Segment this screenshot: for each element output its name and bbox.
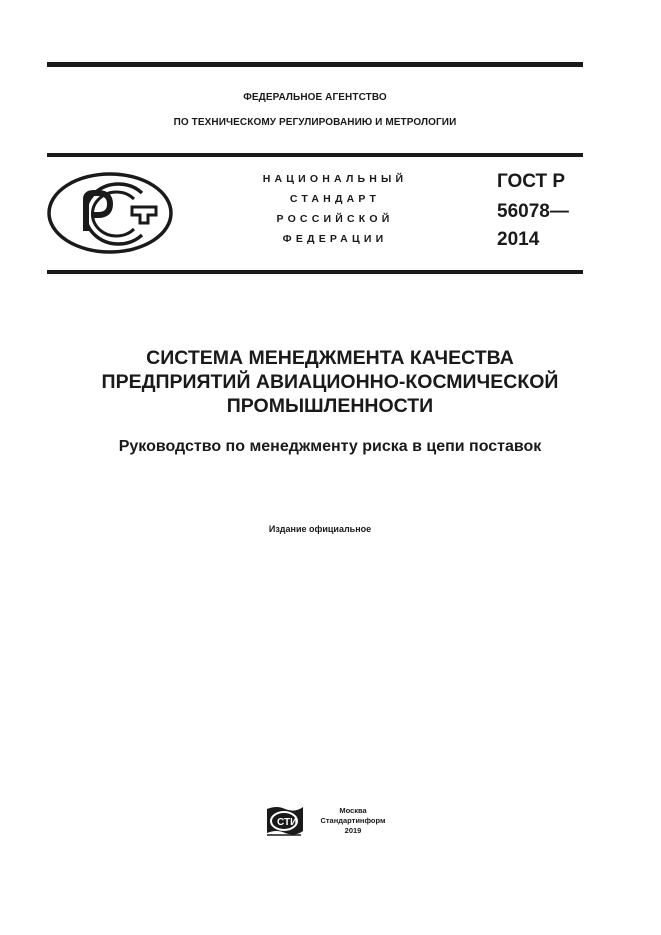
edition-label: Издание официальное: [268, 524, 372, 534]
publication-year: 2019: [344, 826, 362, 835]
document-title-line-1: СИСТЕМА МЕНЕДЖМЕНТА КАЧЕСТВА: [146, 347, 514, 369]
document-title-line-2: ПРЕДПРИЯТИЙ АВИАЦИОННО-КОСМИЧЕСКОЙ: [101, 371, 559, 393]
publisher-name: Стандартинформ: [320, 816, 386, 825]
gost-year: 2014: [497, 229, 540, 250]
agency-line-2: ПО ТЕХНИЧЕСКОМУ РЕГУЛИРОВАНИЮ И МЕТРОЛОГИИ: [173, 117, 457, 128]
middle-rule: [47, 153, 583, 157]
national-standard-line-3: РОССИЙСКОЙ: [276, 213, 394, 225]
gost-number: 56078—: [497, 201, 569, 222]
publisher-city: Москва: [339, 806, 367, 815]
svg-text:СТИ: СТИ: [277, 817, 298, 828]
national-standard-line-4: ФЕДЕРАЦИИ: [282, 233, 388, 245]
top-rule: [47, 62, 583, 67]
standartinform-logo-icon: [265, 805, 305, 837]
national-standard-line-1: НАЦИОНАЛЬНЫЙ: [262, 173, 408, 185]
agency-line-1: ФЕДЕРАЛЬНОЕ АГЕНТСТВО: [243, 92, 387, 103]
gost-designation: ГОСТ Р: [497, 171, 566, 192]
rst-certification-mark-icon: [46, 171, 174, 255]
national-standard-line-2: СТАНДАРТ: [289, 193, 381, 205]
document-subtitle: Руководство по менеджменту риска в цепи поставок: [118, 438, 542, 455]
bottom-rule: [47, 270, 583, 274]
document-title-line-3: ПРОМЫШЛЕННОСТИ: [226, 395, 434, 417]
